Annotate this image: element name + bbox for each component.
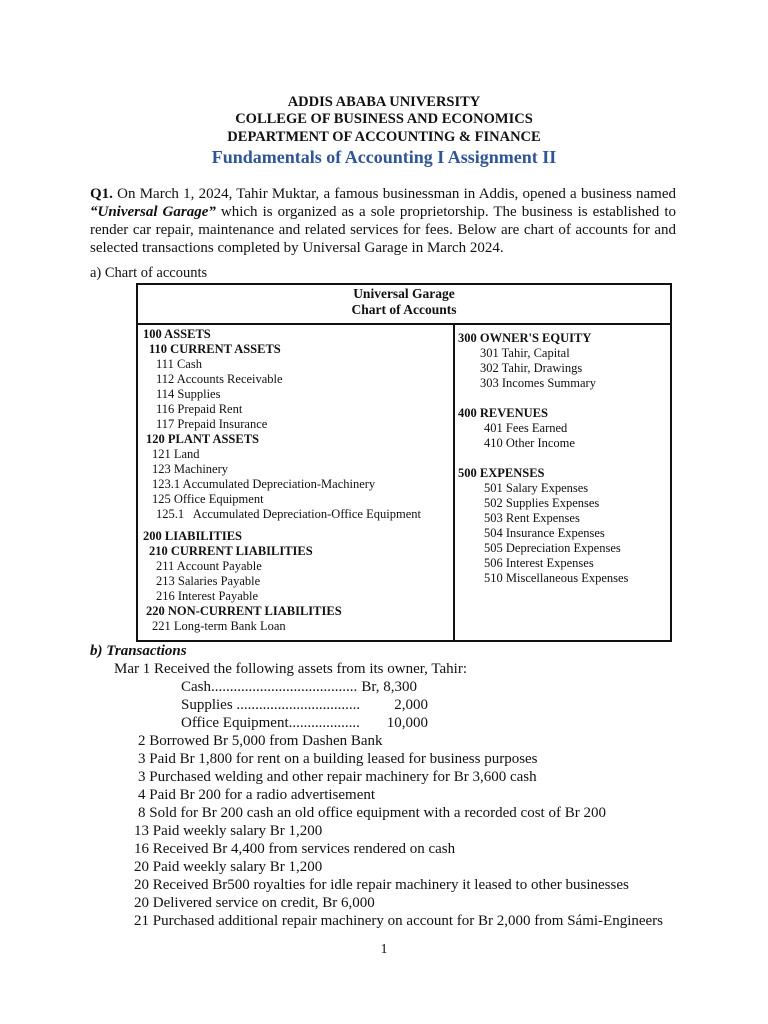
transaction-item: 3 Purchased welding and other repair machinery for Br 3,600 cash bbox=[138, 769, 537, 785]
account-line: 506 Interest Expenses bbox=[484, 556, 594, 570]
account-line: 301 Tahir, Capital bbox=[480, 346, 570, 360]
column-divider bbox=[453, 324, 455, 640]
accounts-right-column bbox=[458, 331, 628, 586]
account-line: 510 Miscellaneous Expenses bbox=[484, 571, 629, 585]
account-line: 220 NON-CURRENT LIABILITIES bbox=[146, 604, 342, 618]
college-name: COLLEGE OF BUSINESS AND ECONOMICS bbox=[235, 111, 533, 127]
account-line: 117 Prepaid Insurance bbox=[156, 417, 268, 431]
account-line: 221 Long-term Bank Loan bbox=[152, 619, 286, 633]
account-line: 123.1 Accumulated Depreciation-Machinery bbox=[152, 477, 376, 491]
blank-line bbox=[458, 451, 628, 466]
account-line: 500 EXPENSES bbox=[458, 466, 545, 480]
university-name: ADDIS ABABA UNIVERSITY bbox=[287, 94, 481, 110]
account-line: 120 PLANT ASSETS bbox=[146, 432, 260, 446]
transaction-item: 4 Paid Br 200 for a radio advertisement bbox=[138, 787, 376, 803]
asset-value: 10,000 bbox=[386, 715, 428, 731]
page-number: 1 bbox=[380, 942, 388, 957]
chart-of-accounts-table bbox=[136, 283, 672, 642]
account-line: 216 Interest Payable bbox=[156, 589, 259, 603]
account-line: 213 Salaries Payable bbox=[156, 574, 261, 588]
transaction-item: 21 Purchased additional repair machinery on account for Br 2,000 from Sámi-Engineers bbox=[134, 913, 664, 929]
account-line: 401 Fees Earned bbox=[484, 421, 568, 435]
question-paragraph bbox=[90, 185, 676, 257]
contributed-asset bbox=[90, 714, 730, 732]
asset-value: Br, 8,300 bbox=[361, 679, 417, 695]
account-line: 200 LIABILITIES bbox=[143, 529, 242, 543]
account-line: 110 CURRENT ASSETS bbox=[149, 342, 281, 356]
transactions-section bbox=[90, 642, 730, 930]
asset-name: Cash....................................... bbox=[181, 679, 358, 695]
account-line: 503 Rent Expenses bbox=[484, 511, 580, 525]
transaction-item: 3 Paid Br 1,800 for rent on a building leased for business purposes bbox=[138, 751, 538, 767]
transaction-item: 20 Paid weekly salary Br 1,200 bbox=[134, 859, 323, 875]
account-line: 123 Machinery bbox=[152, 462, 229, 476]
table-heading: Chart of Accounts bbox=[351, 302, 457, 317]
account-line: 400 REVENUES bbox=[458, 406, 548, 420]
business-name: “Universal Garage” bbox=[90, 204, 216, 220]
asset-name: Supplies ................................. bbox=[181, 697, 361, 713]
question-label: Q1. bbox=[90, 186, 113, 202]
transaction-intro: Mar 1 Received the following assets from its owner, Tahir: bbox=[114, 661, 467, 677]
question-text-2: which is organized as a sole proprietorship. The business is established to render car repair, maintenance and related services for fees. Below are chart of accounts for and selected transactions completed by Universal Garage in March 2024. bbox=[90, 204, 676, 256]
account-line: 125.1 Accumulated Depreciation-Office Equipment bbox=[156, 507, 421, 521]
chart-of-accounts-label: a) Chart of accounts bbox=[90, 265, 208, 281]
blank-line bbox=[458, 391, 628, 406]
account-line: 303 Incomes Summary bbox=[480, 376, 596, 390]
accounts-left-column bbox=[143, 327, 421, 634]
assignment-title: Fundamentals of Accounting I Assignment II bbox=[211, 147, 557, 167]
transaction-item: 16 Received Br 4,400 from services rendered on cash bbox=[134, 841, 456, 857]
account-line: 125 Office Equipment bbox=[152, 492, 264, 506]
account-line: 112 Accounts Receivable bbox=[156, 372, 283, 386]
account-line: 210 CURRENT LIABILITIES bbox=[149, 544, 313, 558]
account-line: 100 ASSETS bbox=[143, 327, 211, 341]
transaction-item: 20 Received Br500 royalties for idle repair machinery it leased to other businesses bbox=[134, 877, 629, 893]
account-line: 300 OWNER'S EQUITY bbox=[458, 331, 592, 345]
account-line: 211 Account Payable bbox=[156, 559, 262, 573]
table-header bbox=[138, 285, 670, 325]
transaction-item: 8 Sold for Br 200 cash an old office equipment with a recorded cost of Br 200 bbox=[138, 805, 606, 821]
account-line: 504 Insurance Expenses bbox=[484, 526, 605, 540]
transactions-label: b) Transactions bbox=[90, 643, 187, 659]
contributed-asset bbox=[90, 696, 730, 714]
contributed-asset bbox=[90, 678, 730, 696]
company-name: Universal Garage bbox=[353, 286, 455, 301]
account-line: 116 Prepaid Rent bbox=[156, 402, 243, 416]
asset-name: Office Equipment................... bbox=[181, 715, 360, 731]
asset-value: 2,000 bbox=[394, 697, 428, 713]
account-line: 302 Tahir, Drawings bbox=[480, 361, 583, 375]
account-line: 505 Depreciation Expenses bbox=[484, 541, 621, 555]
account-line: 121 Land bbox=[152, 447, 200, 461]
department-name: DEPARTMENT OF ACCOUNTING & FINANCE bbox=[227, 129, 541, 145]
transaction-item: 2 Borrowed Br 5,000 from Dashen Bank bbox=[138, 733, 383, 749]
transaction-item: 20 Delivered service on credit, Br 6,000 bbox=[134, 895, 375, 911]
account-line: 111 Cash bbox=[156, 357, 202, 371]
account-line: 501 Salary Expenses bbox=[484, 481, 589, 495]
transaction-item: 13 Paid weekly salary Br 1,200 bbox=[134, 823, 323, 839]
account-line: 502 Supplies Expenses bbox=[484, 496, 600, 510]
account-line: 410 Other Income bbox=[484, 436, 575, 450]
question-text-1: On March 1, 2024, Tahir Muktar, a famous businessman in Addis, opened a business named bbox=[112, 186, 676, 202]
account-line: 114 Supplies bbox=[156, 387, 221, 401]
